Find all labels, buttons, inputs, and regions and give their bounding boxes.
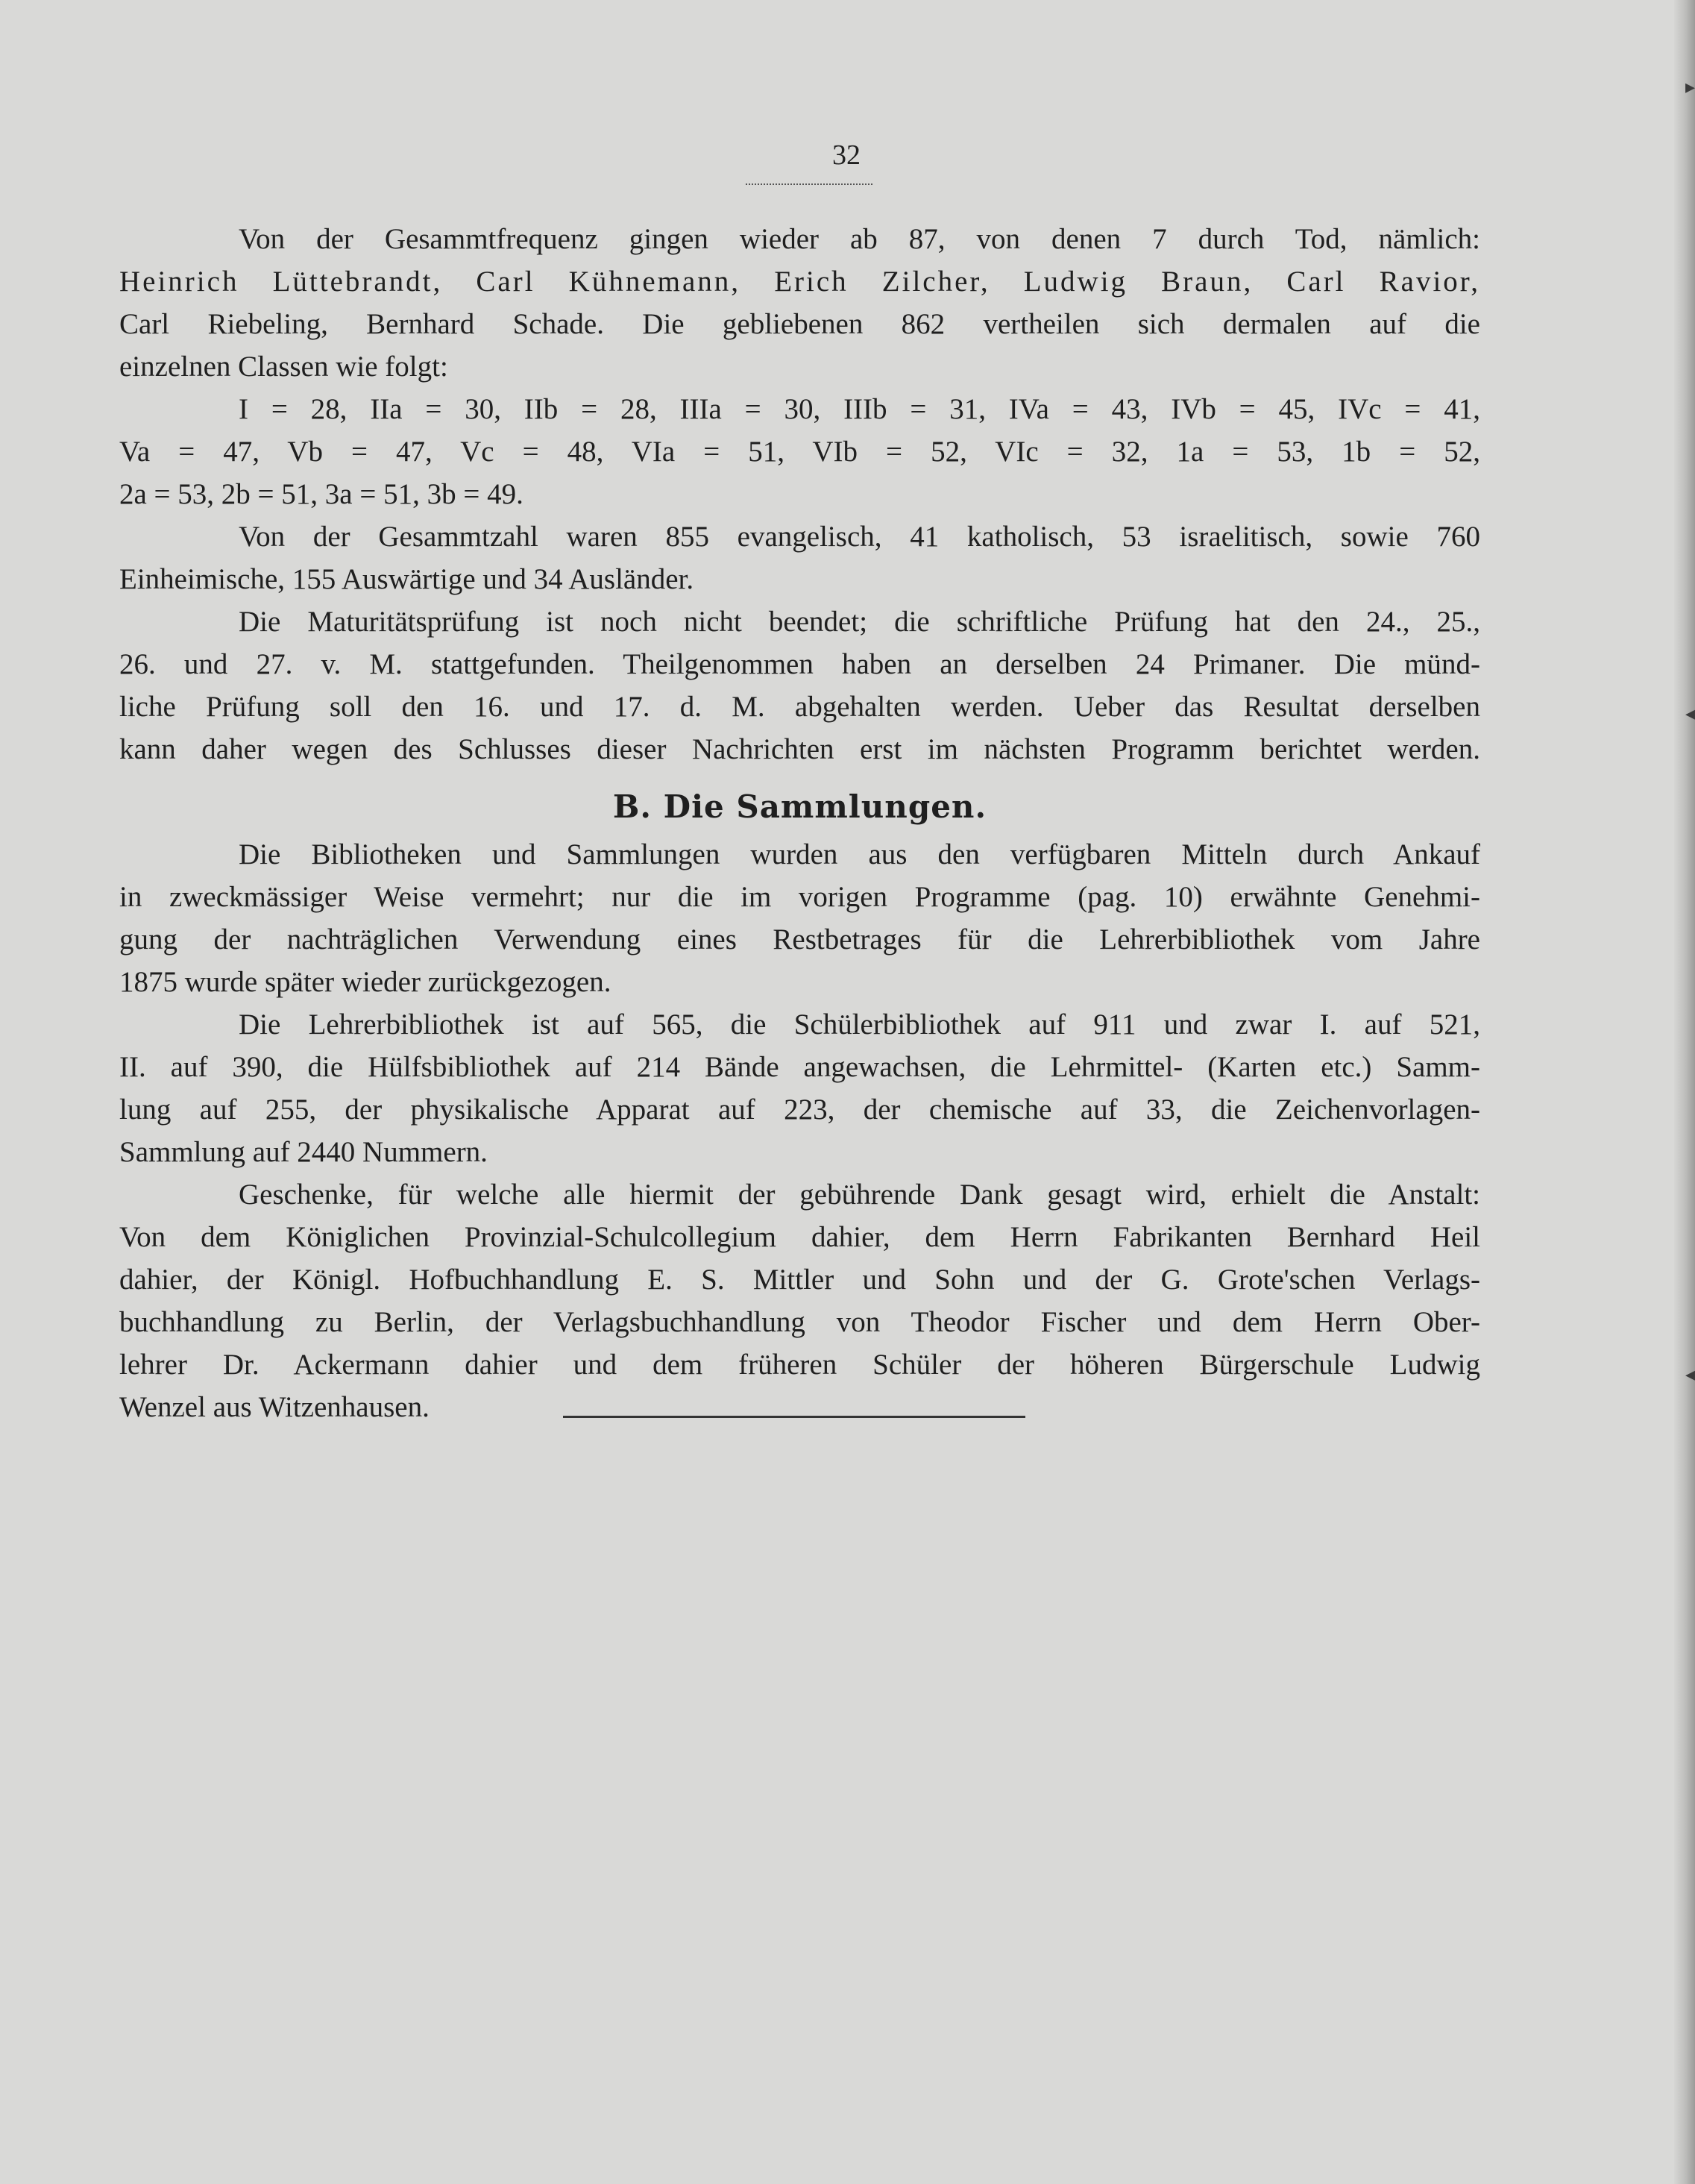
page-number-ornament: [746, 178, 872, 185]
text-line: 26. und 27. v. M. stattgefunden. Theilgenommen haben an derselben 24 Primaner. Die münd-: [119, 648, 1480, 680]
text-line: II. auf 390, die Hülfsbibliothek auf 214 Bände angewachsen, die Lehrmittel- (Karten etc.) Samm-: [119, 1051, 1480, 1083]
text-line: gung der nachträglichen Verwendung eines Restbetrages für die Lehrerbibliothek vom Jahre: [119, 923, 1480, 956]
text-line: Von der Gesammtzahl waren 855 evangelisch, 41 katholisch, 53 israelitisch, sowie 760: [239, 521, 1480, 553]
edge-mark-top: ▸: [1685, 76, 1695, 98]
page-edge: [1674, 0, 1695, 2184]
text-line: Die Bibliotheken und Sammlungen wurden aus den verfügbaren Mitteln durch Ankauf: [239, 838, 1480, 870]
text-line: einzelnen Classen wie folgt:: [119, 351, 448, 383]
section-heading: B. Die Sammlungen.: [612, 788, 987, 825]
text-line: kann daher wegen des Schlusses dieser Nachrichten erst im nächsten Programm berichtet werden.: [119, 733, 1480, 765]
edge-mark-lower: ◂: [1685, 1364, 1695, 1386]
text-line: Wenzel aus Witzenhausen.: [119, 1391, 430, 1423]
text-line: 1875 wurde später wieder zurückgezogen.: [119, 966, 611, 998]
edge-mark-middle: ◂: [1685, 703, 1695, 725]
text-line: Die Lehrerbibliothek ist auf 565, die Schülerbibliothek auf 911 und zwar I. auf 521,: [239, 1008, 1480, 1041]
text-line: buchhandlung zu Berlin, der Verlagsbuchhandlung von Theodor Fischer und dem Herrn Ober-: [119, 1306, 1480, 1338]
document-body: [119, 218, 1480, 1428]
text-line: Von dem Königlichen Provinzial-Schulcollegium dahier, dem Herrn Fabrikanten Bernhard Heil: [119, 1221, 1480, 1253]
text-line: Heinrich Lüttebrandt, Carl Kühnemann, Erich Zilcher, Ludwig Braun, Carl Ravior,: [119, 266, 1480, 298]
class-counts-line: 2a = 53, 2b = 51, 3a = 51, 3b = 49.: [119, 478, 523, 510]
text-line: lung auf 255, der physikalische Apparat auf 223, der chemische auf 33, die Zeichenvorlagen-: [119, 1093, 1480, 1126]
closing-rule: [563, 1416, 1025, 1418]
text-line: lehrer Dr. Ackermann dahier und dem früheren Schüler der höheren Bürgerschule Ludwig: [119, 1349, 1480, 1381]
text-line: liche Prüfung soll den 16. und 17. d. M. abgehalten werden. Ueber das Resultat derselben: [119, 691, 1480, 723]
text-line: dahier, der Königl. Hofbuchhandlung E. S. Mittler und Sohn und der G. Grote'schen Verlags-: [119, 1264, 1480, 1296]
text-line: in zweckmässiger Weise vermehrt; nur die im vorigen Programme (pag. 10) erwähnte Genehmi-: [119, 881, 1480, 913]
text-line: Einheimische, 155 Auswärtige und 34 Ausländer.: [119, 563, 694, 595]
text-line: Von der Gesammtfrequenz gingen wieder ab 87, von denen 7 durch Tod, nämlich:: [239, 223, 1480, 255]
class-counts-line: I = 28, IIa = 30, IIb = 28, IIIa = 30, IIIb = 31, IVa = 43, IVb = 45, IVc = 41,: [239, 393, 1480, 425]
text-line: Carl Riebeling, Bernhard Schade. Die gebliebenen 862 vertheilen sich dermalen auf die: [119, 308, 1480, 340]
class-counts-line: Va = 47, Vb = 47, Vc = 48, VIa = 51, VIb = 52, VIc = 32, 1a = 53, 1b = 52,: [119, 436, 1480, 468]
text-line: Geschenke, für welche alle hiermit der gebührende Dank gesagt wird, erhielt die Anstalt:: [239, 1179, 1480, 1211]
text-line: Die Maturitätsprüfung ist noch nicht beendet; die schriftliche Prüfung hat den 24., 25.,: [239, 606, 1480, 638]
page-number: 32: [832, 139, 861, 171]
text-line: Sammlung auf 2440 Nummern.: [119, 1136, 488, 1168]
